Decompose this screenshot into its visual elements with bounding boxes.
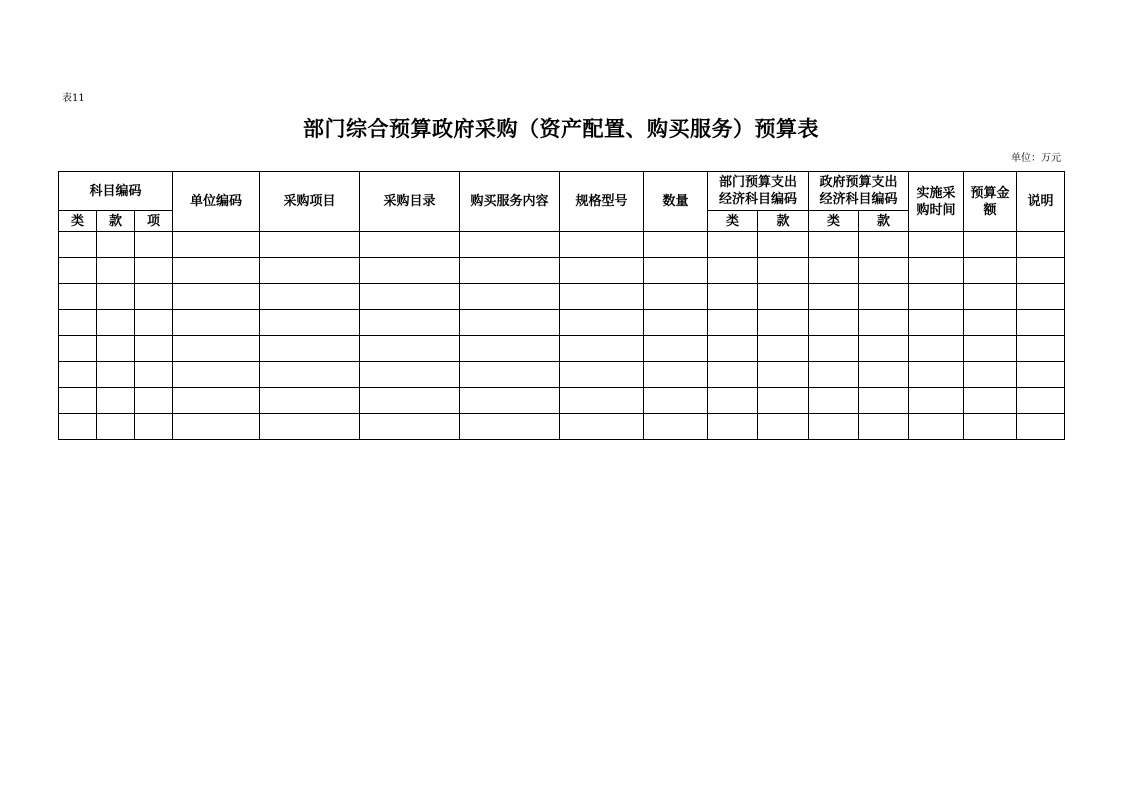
table-cell[interactable] <box>758 284 809 310</box>
table-cell[interactable] <box>59 258 97 284</box>
header-spec-model: 规格型号 <box>560 172 644 232</box>
table-cell[interactable] <box>135 388 173 414</box>
table-cell[interactable] <box>97 310 135 336</box>
table-cell[interactable] <box>135 310 173 336</box>
table-cell[interactable] <box>460 414 560 440</box>
table-number: 表11 <box>62 93 85 104</box>
table-cell[interactable] <box>360 284 460 310</box>
table-cell[interactable] <box>909 310 964 336</box>
table-cell[interactable] <box>758 310 809 336</box>
table-cell[interactable] <box>708 258 758 284</box>
table-cell[interactable] <box>644 258 708 284</box>
table-cell[interactable] <box>859 414 909 440</box>
table-cell[interactable] <box>260 414 360 440</box>
table-cell[interactable] <box>135 284 173 310</box>
table-cell[interactable] <box>460 310 560 336</box>
table-cell[interactable] <box>173 414 260 440</box>
header-gov-econ-code-line1: 政府预算支出 <box>819 175 898 190</box>
table-cell[interactable] <box>135 414 173 440</box>
table-cell[interactable] <box>260 362 360 388</box>
table-cell[interactable] <box>560 362 644 388</box>
table-cell[interactable] <box>59 310 97 336</box>
table-cell[interactable] <box>1017 258 1065 284</box>
table-cell[interactable] <box>859 258 909 284</box>
table-cell[interactable] <box>708 414 758 440</box>
table-cell[interactable] <box>460 284 560 310</box>
page-title: 部门综合预算政府采购（资产配置、购买服务）预算表 <box>303 117 819 141</box>
header-dept-kuan: 款 <box>758 211 809 232</box>
table-cell[interactable] <box>460 258 560 284</box>
table-cell[interactable] <box>560 414 644 440</box>
table-cell[interactable] <box>758 414 809 440</box>
table-cell[interactable] <box>644 414 708 440</box>
table-cell[interactable] <box>460 232 560 258</box>
table-cell[interactable] <box>909 336 964 362</box>
table-cell[interactable] <box>809 258 859 284</box>
table-cell[interactable] <box>758 232 809 258</box>
table-cell[interactable] <box>173 232 260 258</box>
header-budget-amount-line2: 额 <box>983 202 997 218</box>
table-cell[interactable] <box>173 336 260 362</box>
table-cell[interactable] <box>758 336 809 362</box>
table-cell[interactable] <box>964 258 1017 284</box>
table-cell[interactable] <box>560 388 644 414</box>
table-row <box>59 258 1065 284</box>
table-cell[interactable] <box>644 388 708 414</box>
table-cell[interactable] <box>859 310 909 336</box>
table-cell[interactable] <box>859 232 909 258</box>
table-cell[interactable] <box>59 414 97 440</box>
table-cell[interactable] <box>964 284 1017 310</box>
table-row <box>59 232 1065 258</box>
table-cell[interactable] <box>644 310 708 336</box>
table-cell[interactable] <box>260 232 360 258</box>
table-cell[interactable] <box>560 232 644 258</box>
header-subject-kuan: 款 <box>97 211 135 232</box>
table-cell[interactable] <box>758 388 809 414</box>
table-cell[interactable] <box>59 388 97 414</box>
header-remark: 说明 <box>1017 172 1065 232</box>
table-row <box>59 362 1065 388</box>
table-cell[interactable] <box>809 310 859 336</box>
table-cell[interactable] <box>964 310 1017 336</box>
table-cell[interactable] <box>1017 362 1065 388</box>
header-quantity: 数量 <box>644 172 708 232</box>
table-cell[interactable] <box>644 232 708 258</box>
table-cell[interactable] <box>1017 284 1065 310</box>
table-cell[interactable] <box>644 284 708 310</box>
table-cell[interactable] <box>964 336 1017 362</box>
table-cell[interactable] <box>909 258 964 284</box>
header-dept-econ-code-line2: 经济科目编码 <box>719 192 798 207</box>
procurement-budget-table <box>58 171 1065 440</box>
header-subject-lei: 类 <box>59 211 97 232</box>
table-row <box>59 284 1065 310</box>
header-dept-econ-code <box>708 172 809 211</box>
table-cell[interactable] <box>809 284 859 310</box>
table-cell[interactable] <box>135 336 173 362</box>
table-cell[interactable] <box>708 388 758 414</box>
table-cell[interactable] <box>560 310 644 336</box>
table-cell[interactable] <box>97 336 135 362</box>
header-impl-time-line2: 购时间 <box>916 202 956 218</box>
table-cell[interactable] <box>97 258 135 284</box>
header-budget-amount <box>964 172 1017 232</box>
table-cell[interactable] <box>59 232 97 258</box>
table-cell[interactable] <box>1017 232 1065 258</box>
table-cell[interactable] <box>135 362 173 388</box>
table-cell[interactable] <box>135 232 173 258</box>
table-row <box>59 414 1065 440</box>
table-cell[interactable] <box>560 336 644 362</box>
header-gov-lei: 类 <box>809 211 859 232</box>
table-cell[interactable] <box>260 336 360 362</box>
table-cell[interactable] <box>173 258 260 284</box>
table-body <box>59 232 1065 440</box>
table-cell[interactable] <box>460 388 560 414</box>
table-cell[interactable] <box>964 362 1017 388</box>
table-cell[interactable] <box>173 284 260 310</box>
header-subject-code: 科目编码 <box>59 172 173 211</box>
table-cell[interactable] <box>460 336 560 362</box>
table-cell[interactable] <box>59 362 97 388</box>
table-cell[interactable] <box>173 310 260 336</box>
table-row <box>59 310 1065 336</box>
table-cell[interactable] <box>260 310 360 336</box>
table-cell[interactable] <box>809 336 859 362</box>
table-cell[interactable] <box>260 284 360 310</box>
header-impl-time <box>909 172 964 232</box>
header-service-content: 购买服务内容 <box>460 172 560 232</box>
table-cell[interactable] <box>97 414 135 440</box>
table-cell[interactable] <box>909 388 964 414</box>
table-cell[interactable] <box>1017 414 1065 440</box>
table-cell[interactable] <box>708 232 758 258</box>
table-row <box>59 336 1065 362</box>
table-cell[interactable] <box>964 388 1017 414</box>
header-gov-econ-code <box>809 172 909 211</box>
table-cell[interactable] <box>758 362 809 388</box>
table-cell[interactable] <box>360 388 460 414</box>
table-cell[interactable] <box>909 362 964 388</box>
header-gov-kuan: 款 <box>859 211 909 232</box>
table-cell[interactable] <box>135 258 173 284</box>
table-cell[interactable] <box>708 284 758 310</box>
table-cell[interactable] <box>360 258 460 284</box>
table-cell[interactable] <box>260 388 360 414</box>
table-cell[interactable] <box>809 388 859 414</box>
header-subject-xiang: 项 <box>135 211 173 232</box>
table-cell[interactable] <box>360 362 460 388</box>
table-cell[interactable] <box>809 362 859 388</box>
table-cell[interactable] <box>360 232 460 258</box>
table-cell[interactable] <box>909 284 964 310</box>
table-cell[interactable] <box>758 258 809 284</box>
table-cell[interactable] <box>59 336 97 362</box>
table-cell[interactable] <box>173 388 260 414</box>
table-cell[interactable] <box>260 258 360 284</box>
header-unit-code: 单位编码 <box>173 172 260 232</box>
header-budget-amount-line1: 预算金 <box>970 185 1010 201</box>
table-cell[interactable] <box>708 362 758 388</box>
table-cell[interactable] <box>360 414 460 440</box>
table-cell[interactable] <box>59 284 97 310</box>
table-cell[interactable] <box>360 310 460 336</box>
table-cell[interactable] <box>859 336 909 362</box>
table-cell[interactable] <box>708 310 758 336</box>
header-dept-lei: 类 <box>708 211 758 232</box>
table-cell[interactable] <box>173 362 260 388</box>
table-cell[interactable] <box>909 232 964 258</box>
table-cell[interactable] <box>859 362 909 388</box>
table-cell[interactable] <box>560 258 644 284</box>
table-cell[interactable] <box>708 336 758 362</box>
table-cell[interactable] <box>360 336 460 362</box>
table-cell[interactable] <box>859 388 909 414</box>
table-cell[interactable] <box>97 232 135 258</box>
table-row <box>59 388 1065 414</box>
table-cell[interactable] <box>1017 336 1065 362</box>
header-purchase-catalog: 采购目录 <box>360 172 460 232</box>
table-cell[interactable] <box>964 414 1017 440</box>
table-cell[interactable] <box>809 414 859 440</box>
table-cell[interactable] <box>644 362 708 388</box>
table-cell[interactable] <box>97 388 135 414</box>
header-dept-econ-code-line1: 部门预算支出 <box>719 175 798 190</box>
table-cell[interactable] <box>644 336 708 362</box>
table-cell[interactable] <box>909 414 964 440</box>
table-cell[interactable] <box>460 362 560 388</box>
header-impl-time-line1: 实施采 <box>916 185 956 201</box>
unit-label: 单位：万元 <box>1011 153 1061 164</box>
header-purchase-item: 采购项目 <box>260 172 360 232</box>
table-cell[interactable] <box>859 284 909 310</box>
table-cell[interactable] <box>560 284 644 310</box>
header-gov-econ-code-line2: 经济科目编码 <box>819 192 898 207</box>
table-cell[interactable] <box>809 232 859 258</box>
table-cell[interactable] <box>97 362 135 388</box>
table-cell[interactable] <box>1017 388 1065 414</box>
table-cell[interactable] <box>1017 310 1065 336</box>
table-cell[interactable] <box>97 284 135 310</box>
table-cell[interactable] <box>964 232 1017 258</box>
